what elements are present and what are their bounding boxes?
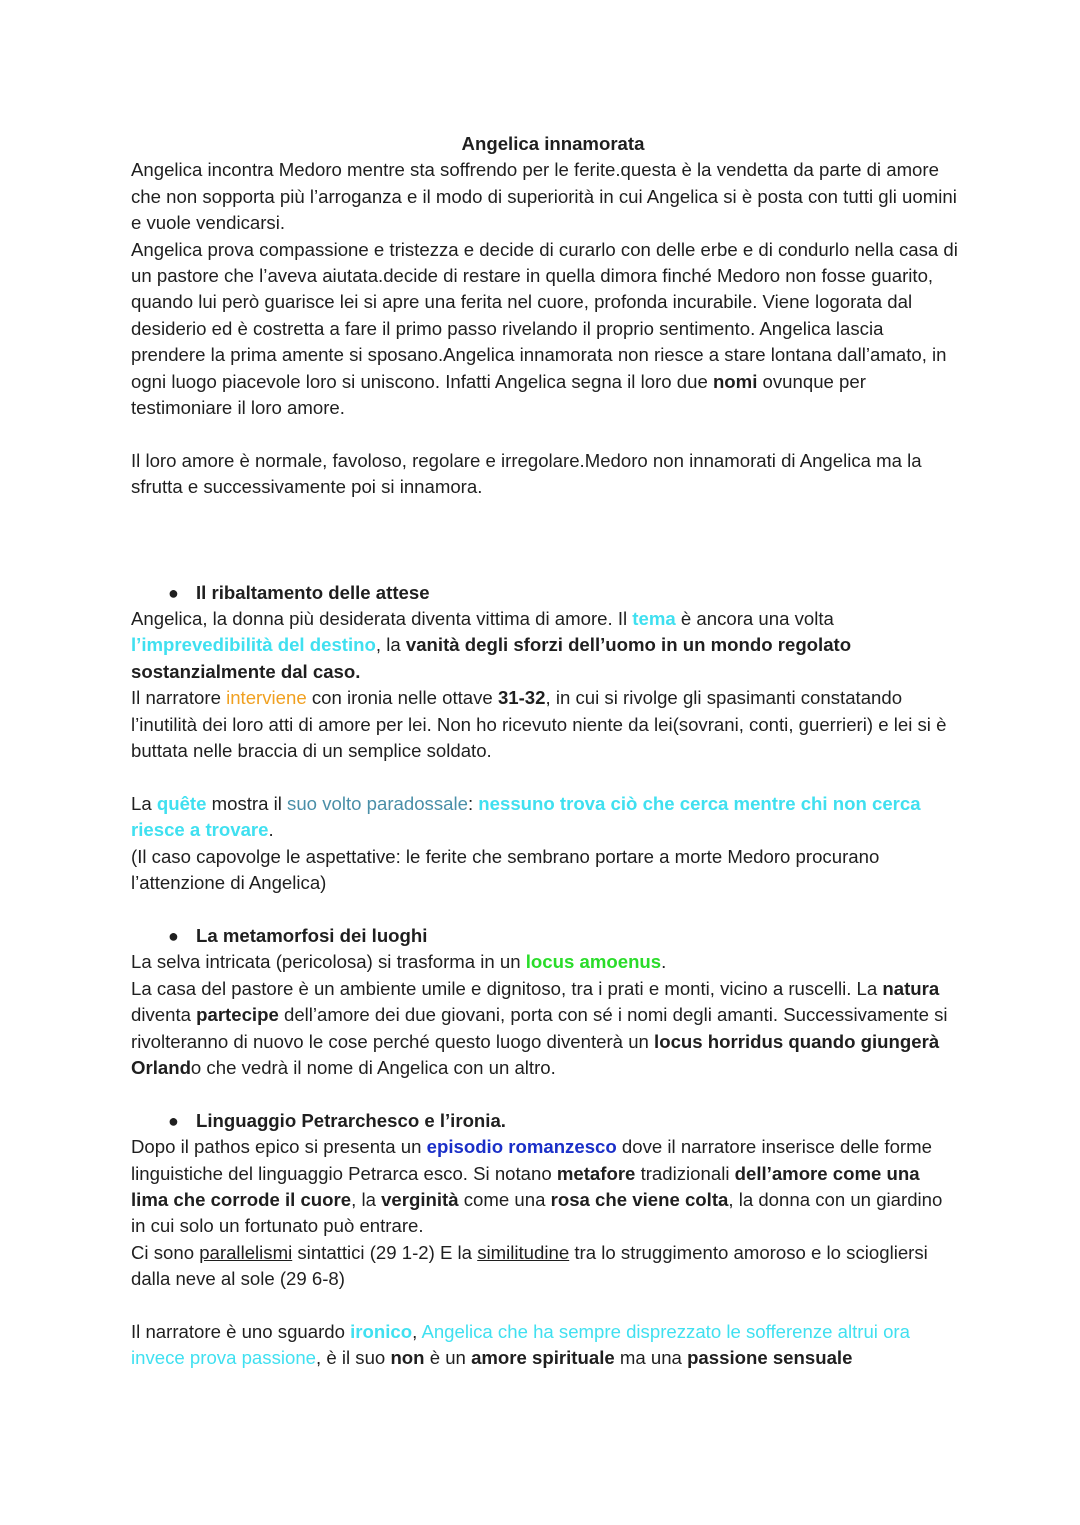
s1-text: Il narratore bbox=[131, 687, 227, 709]
s3-text: Ci sono bbox=[131, 1241, 200, 1263]
s2-text: o che vedrà il nome di Angelica con un altro. bbox=[190, 1056, 556, 1078]
s3-highlight-ironico: ironico bbox=[350, 1320, 413, 1342]
s1-text: : bbox=[467, 792, 479, 814]
s1-text: , in cui si rivolge gli spasimanti constatando l’inutilità dei loro atti di amore per lei. Non ho ricevuto niente da lei(sovrani, conti, guerrieri) e lei si è buttata nelle braccia di un semplice soldato. bbox=[131, 687, 947, 762]
s3-underline-similitudine: similitudine bbox=[477, 1241, 570, 1263]
s1-highlight-volto: suo volto paradossale bbox=[287, 792, 468, 814]
s1-text: con ironia nelle ottave bbox=[306, 687, 498, 709]
intro-text-b: Angelica prova compassione e tristezza e decide di curarlo con delle erbe e di condurlo nella casa di un pastore che l’aveva aiutata.decide di restare in quella dimora finché Medoro non fosse guarito, quando lui però guarisce lei si apre una ferita nel cuore, profonda incurabile. Viene logorata dal desiderio ed è costretta a fare il primo passo rivelando il proprio sentimento. Angelica lascia prendere la prima amente si sposano.Angelica innamorata non riesce a stare lontana dall’amato, in ogni luogo piacevole loro si uniscono. Infatti Angelica segna il loro due bbox=[131, 238, 958, 392]
intro-text-a: Angelica incontra Medoro mentre sta soffrendo per le ferite.questa è la vendetta da parte di amore che non sopporta più l’arroganza e il modo di superiorità in cui Angelica si è posta con tutti gli uomini e vuole vendicarsi. bbox=[131, 159, 957, 234]
s3-highlight-angelica: Angelica che ha sempre disprezzato le sofferenze altrui ora invece prova passione bbox=[131, 1320, 910, 1369]
s1-paragraph-1 bbox=[131, 606, 961, 685]
s3-text: Il narratore è uno sguardo bbox=[131, 1320, 351, 1342]
s3-highlight-episodio: episodio romanzesco bbox=[426, 1136, 617, 1158]
s2-text: . bbox=[661, 951, 667, 973]
s1-text: è ancora una volta bbox=[675, 608, 834, 630]
s2-text: La casa del pastore è un ambiente umile e dignitoso, tra i prati e monti, vicino a ruscelli. La bbox=[131, 977, 883, 999]
s1-paragraph-2 bbox=[131, 685, 961, 764]
s2-text: dell’amore dei due giovani, porta con sé i nomi degli amanti. Successivamente si rivolteranno di nuovo le cose perché questo luogo diventerà un bbox=[131, 1004, 948, 1052]
bullet-icon: ● bbox=[168, 925, 179, 946]
s3-bold-amore: dell’amore come una lima che corrode il cuore bbox=[131, 1162, 920, 1210]
s1-highlight-tema: tema bbox=[632, 608, 676, 630]
s3-text: , è il suo bbox=[316, 1347, 391, 1369]
s3-text: Dopo il pathos epico si presenta un bbox=[131, 1136, 427, 1158]
s3-bold-rosa: rosa che viene colta bbox=[550, 1188, 729, 1210]
s3-text: , la bbox=[351, 1188, 382, 1210]
s2-highlight-locus-amoenus: locus amoenus bbox=[525, 951, 662, 973]
s3-text: come una bbox=[458, 1188, 551, 1210]
section-heading-text: Linguaggio Petrarchesco e l’ironia. bbox=[196, 1109, 506, 1131]
document-body bbox=[131, 131, 961, 1372]
intro-bold-nomi: nomi bbox=[712, 370, 758, 392]
section-heading-linguaggio bbox=[131, 1108, 961, 1134]
intro-paragraph-2 bbox=[131, 237, 961, 422]
s1-bold-ottave: 31-32 bbox=[497, 687, 546, 709]
s1-text: Angelica, la donna più desiderata diventa vittima di amore. Il bbox=[131, 608, 633, 630]
s2-bold-natura: natura bbox=[882, 977, 940, 999]
s3-bold-verginita: verginità bbox=[381, 1188, 459, 1210]
s3-text: , la donna con un giardino in cui solo un fortunato può entrare. bbox=[131, 1188, 943, 1237]
s3-underline-parallelismi: parallelismi bbox=[199, 1241, 293, 1263]
s3-text: tradizionali bbox=[635, 1162, 735, 1184]
section-heading-metamorfosi bbox=[131, 923, 961, 949]
s1-text: , la bbox=[375, 634, 406, 656]
s1-bold-vanita: vanità degli sforzi dell’uomo in un mondo regolato sostanzialmente dal caso. bbox=[131, 634, 852, 682]
intro-text-end: ovunque per testimoniare il loro amore. bbox=[131, 370, 866, 419]
s2-paragraph-1 bbox=[131, 949, 961, 975]
s2-text: La selva intricata (pericolosa) si trasforma in un bbox=[131, 951, 526, 973]
s3-bold-sensuale: passione sensuale bbox=[687, 1347, 853, 1369]
s1-text: . bbox=[268, 819, 274, 841]
s1-highlight-destino: l’imprevedibilità del destino bbox=[131, 634, 376, 656]
s1-text: mostra il bbox=[206, 792, 288, 814]
s3-paragraph-2 bbox=[131, 1240, 961, 1293]
section-heading-ribaltamento bbox=[131, 580, 961, 606]
page-title: Angelica innamorata bbox=[461, 133, 645, 154]
section-heading-text: La metamorfosi dei luoghi bbox=[196, 924, 428, 946]
summary-paragraph: Il loro amore è normale, favoloso, regolare e irregolare.Medoro non innamorati di Angelica ma la sfrutta e successivamente poi si innamora. bbox=[131, 449, 922, 498]
s2-bold-locus-horridus: locus horridus quando giungerà Orland bbox=[131, 1030, 940, 1078]
s1-text: La bbox=[131, 792, 157, 814]
s3-paragraph-1 bbox=[131, 1134, 961, 1240]
s1-paragraph-4: (Il caso capovolge le aspettative: le ferite che sembrano portare a morte Medoro procurano l’attenzione di Angelica) bbox=[131, 845, 880, 894]
s2-paragraph-2 bbox=[131, 976, 961, 1082]
s2-text: diventa bbox=[131, 1004, 197, 1026]
s1-highlight-interviene: interviene bbox=[226, 687, 307, 709]
s1-highlight-nessuno: nessuno trova ciò che cerca mentre chi non cerca riesce a trovare bbox=[131, 792, 921, 841]
s3-text: è un bbox=[424, 1347, 472, 1369]
bullet-icon: ● bbox=[168, 1110, 179, 1131]
s3-bold-non: non bbox=[390, 1347, 425, 1369]
s3-text: tra lo struggimento amoroso e lo sciogliersi dalla neve al sole (29 6-8) bbox=[131, 1241, 928, 1290]
s3-bold-spirituale: amore spirituale bbox=[471, 1347, 615, 1369]
s3-bold-metafore: metafore bbox=[556, 1162, 636, 1184]
s3-text: ma una bbox=[614, 1347, 688, 1369]
s2-bold-partecipe: partecipe bbox=[196, 1004, 279, 1026]
s3-text: sintattici (29 1-2) E la bbox=[292, 1241, 478, 1263]
section-heading-text: Il ribaltamento delle attese bbox=[196, 581, 430, 603]
bullet-icon: ● bbox=[168, 582, 179, 603]
intro-paragraph-1 bbox=[131, 157, 961, 236]
s3-paragraph-3 bbox=[131, 1319, 961, 1372]
s3-text: dove il narratore inserisce delle forme linguistiche del linguaggio Petrarca esco. Si notano bbox=[131, 1136, 932, 1184]
s1-paragraph-3 bbox=[131, 791, 961, 844]
s3-text: , bbox=[412, 1320, 422, 1342]
s1-highlight-quete: quête bbox=[156, 792, 207, 814]
